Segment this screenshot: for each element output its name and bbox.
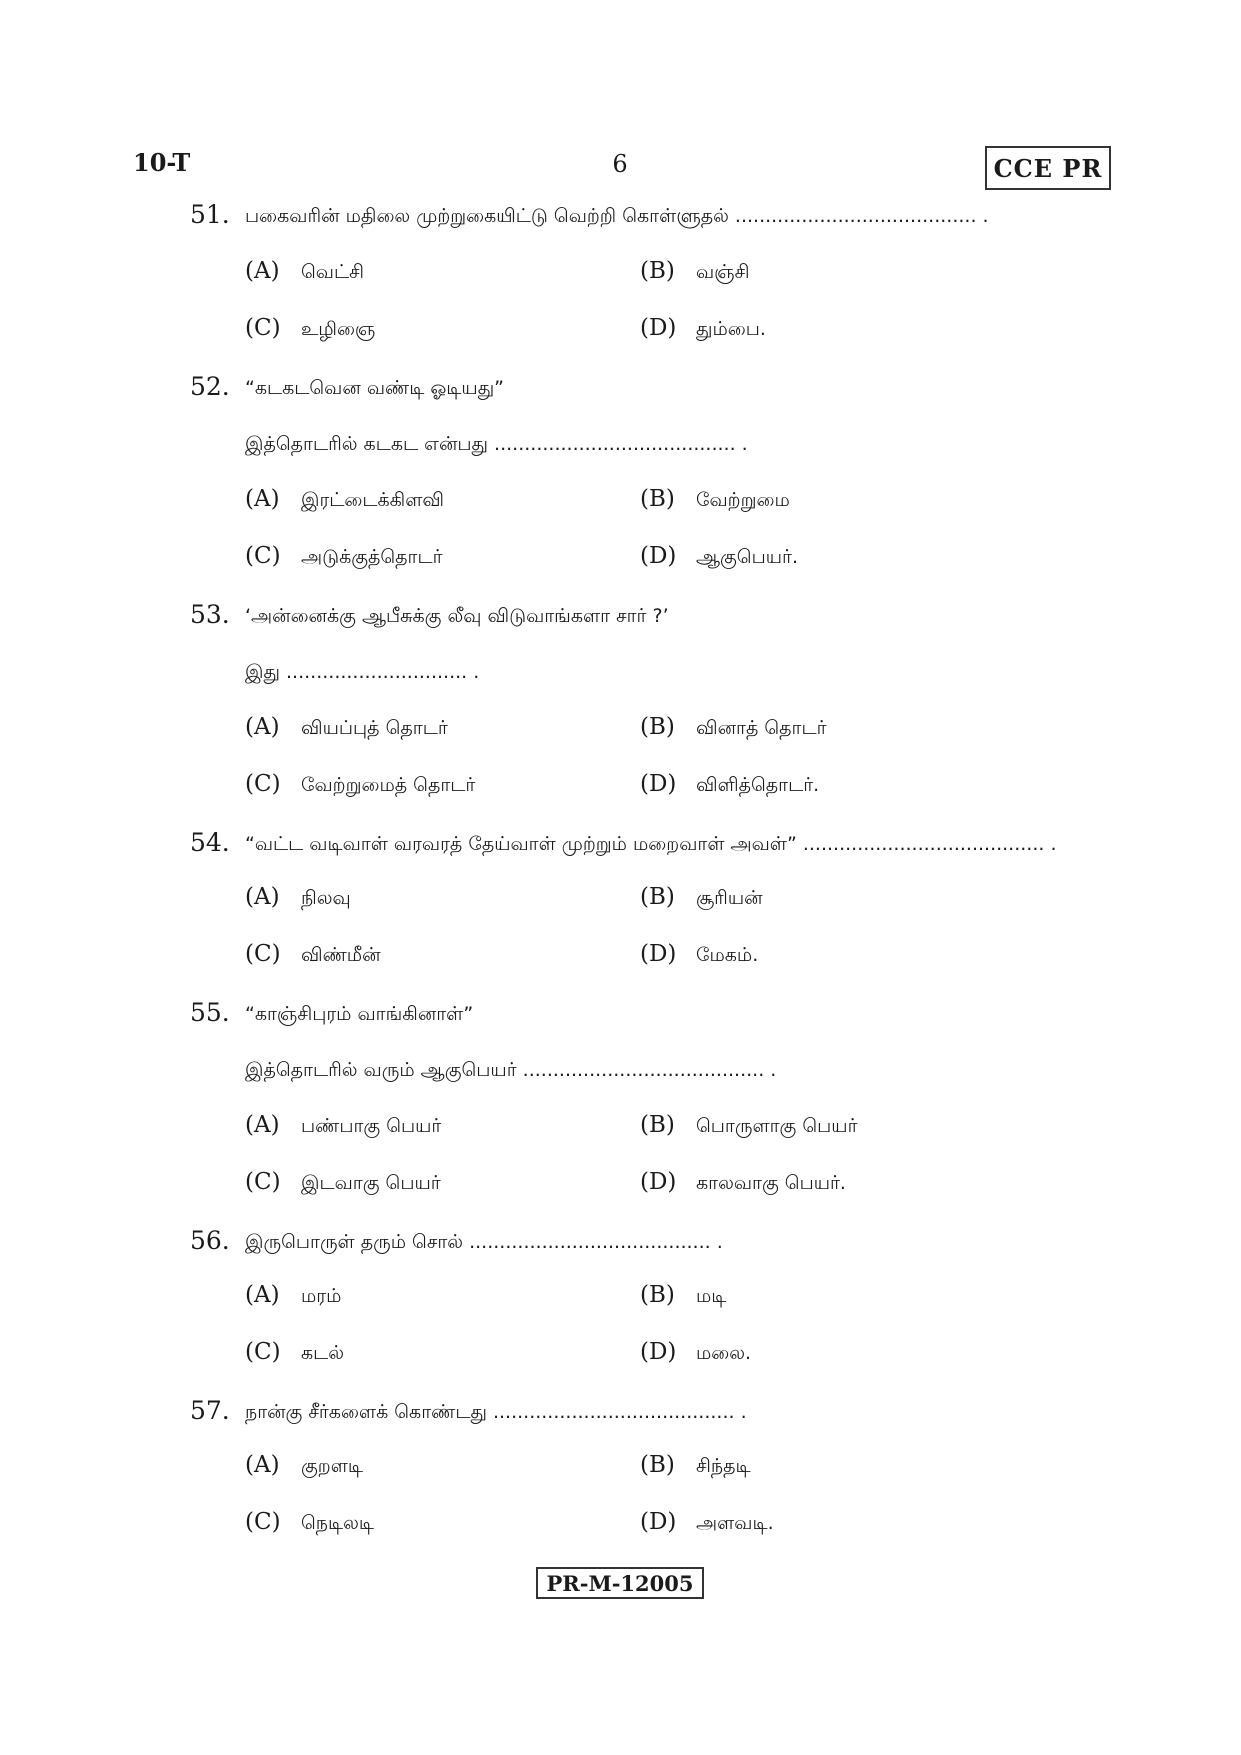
paper-code-box <box>985 146 1111 190</box>
option-text: வெட்சி <box>301 261 364 283</box>
option-label: (D) <box>640 1339 677 1365</box>
option-text: வேற்றுமைத் தொடர் <box>301 774 476 796</box>
question-number: 53. <box>190 600 230 629</box>
option-label: (C) <box>245 771 281 797</box>
option-text: மேகம். <box>696 944 759 966</box>
option-text: இரட்டைக்கிளவி <box>301 489 445 511</box>
option-a <box>245 1282 341 1310</box>
option-text: வியப்புத் தொடர் <box>301 717 448 739</box>
option-text: வினாத் தொடர் <box>696 717 827 739</box>
option-label: (C) <box>245 941 281 967</box>
option-text: நிலவு <box>301 887 351 909</box>
paper-code: CCE PR <box>993 153 1103 183</box>
option-text: தும்பை. <box>696 318 766 340</box>
question-number: 57. <box>190 1396 230 1425</box>
option-label: (A) <box>245 1452 280 1478</box>
option-text: நெடிலடி <box>301 1512 374 1534</box>
option-label: (C) <box>245 1169 281 1195</box>
option-label: (D) <box>640 315 677 341</box>
option-label: (B) <box>640 486 675 512</box>
option-text: பண்பாகு பெயர் <box>301 1115 442 1137</box>
subject-code: 10-T <box>133 148 191 177</box>
option-label: (B) <box>640 1282 675 1308</box>
option-label: (B) <box>640 258 675 284</box>
page-number: 6 <box>612 150 628 178</box>
option-text: அடுக்குத்தொடர் <box>301 546 443 568</box>
option-label: (D) <box>640 1169 677 1195</box>
option-d <box>640 315 766 343</box>
option-text: விண்மீன் <box>301 944 381 966</box>
option-a <box>245 486 444 514</box>
option-b <box>640 1452 751 1480</box>
question-text: ‘அன்னைக்கு ஆபீசுக்கு லீவு விடுவாங்களா சார் ?’ <box>245 605 669 627</box>
option-b <box>640 714 827 742</box>
option-label: (D) <box>640 543 677 569</box>
option-c <box>245 543 443 571</box>
option-a <box>245 1112 441 1140</box>
option-text: வேற்றுமை <box>696 489 790 511</box>
option-text: இடவாகு பெயர் <box>301 1172 441 1194</box>
option-d <box>640 1169 846 1197</box>
question-text-line-2: இத்தொடரில் கடகட என்பது ........................................ . <box>245 433 748 455</box>
option-label: (B) <box>640 1112 675 1138</box>
option-a <box>245 1452 363 1480</box>
option-text: கடல் <box>301 1342 345 1364</box>
option-text: உழிஞை <box>301 318 376 340</box>
question-text: “கடகடவென வண்டி ஓடியது” <box>245 377 505 399</box>
option-label: (C) <box>245 1509 281 1535</box>
option-d <box>640 543 798 571</box>
question-text-line-2: இத்தொடரில் வரும் ஆகுபெயர் ........................................ . <box>245 1059 777 1081</box>
option-text: வஞ்சி <box>696 261 750 283</box>
option-c <box>245 1509 374 1537</box>
option-text: ஆகுபெயர். <box>696 546 798 568</box>
option-label: (D) <box>640 771 677 797</box>
option-text: மரம் <box>301 1285 342 1307</box>
question-number: 52. <box>190 372 230 401</box>
footer-code: PR-M-12005 <box>546 1570 694 1596</box>
question-text: பகைவரின் மதிலை முற்றுகையிட்டு வெற்றி கொள்ளுதல் ........................................ . <box>245 205 989 227</box>
option-a <box>245 258 364 286</box>
question-text: நான்கு சீர்களைக் கொண்டது ........................................ . <box>245 1401 747 1423</box>
option-text: சிந்தடி <box>696 1455 751 1477</box>
option-text: மலை. <box>696 1342 752 1364</box>
option-b <box>640 258 749 286</box>
option-c <box>245 315 375 343</box>
option-text: குறளடி <box>301 1455 363 1477</box>
option-label: (C) <box>245 1339 281 1365</box>
option-d <box>640 1339 751 1367</box>
option-d <box>640 941 758 969</box>
footer-code-box <box>536 1567 704 1599</box>
option-label: (C) <box>245 543 281 569</box>
question-number: 56. <box>190 1226 230 1255</box>
option-label: (A) <box>245 1282 280 1308</box>
option-label: (A) <box>245 1112 280 1138</box>
option-label: (B) <box>640 714 675 740</box>
option-label: (D) <box>640 941 677 967</box>
option-label: (A) <box>245 714 280 740</box>
option-label: (A) <box>245 884 280 910</box>
question-text: “காஞ்சிபுரம் வாங்கினாள்” <box>245 1003 474 1025</box>
option-d <box>640 771 819 799</box>
option-label: (B) <box>640 1452 675 1478</box>
option-c <box>245 771 475 799</box>
question-text: இருபொருள் தரும் சொல் ........................................ . <box>245 1231 723 1253</box>
option-label: (C) <box>245 315 281 341</box>
question-number: 55. <box>190 998 230 1027</box>
option-b <box>640 884 763 912</box>
option-label: (D) <box>640 1509 677 1535</box>
option-c <box>245 941 381 969</box>
option-text: காலவாகு பெயர். <box>696 1172 846 1194</box>
question-text-line-2: இது .............................. . <box>245 661 480 683</box>
option-text: அளவடி. <box>696 1512 774 1534</box>
option-a <box>245 884 351 912</box>
question-text: “வட்ட வடிவாள் வரவரத் தேய்வாள் முற்றும் மறைவாள் அவள்” ........................................ . <box>245 833 1057 855</box>
option-label: (B) <box>640 884 675 910</box>
option-text: சூரியன் <box>696 887 763 909</box>
option-c <box>245 1169 441 1197</box>
option-text: மடி <box>696 1285 727 1307</box>
question-number: 51. <box>190 200 230 229</box>
option-text: விளித்தொடர். <box>696 774 820 796</box>
option-b <box>640 1112 858 1140</box>
option-text: பொருளாகு பெயர் <box>696 1115 858 1137</box>
option-b <box>640 1282 726 1310</box>
option-label: (A) <box>245 486 280 512</box>
question-number: 54. <box>190 828 230 857</box>
option-a <box>245 714 448 742</box>
option-d <box>640 1509 774 1537</box>
option-b <box>640 486 790 514</box>
option-label: (A) <box>245 258 280 284</box>
option-c <box>245 1339 344 1367</box>
